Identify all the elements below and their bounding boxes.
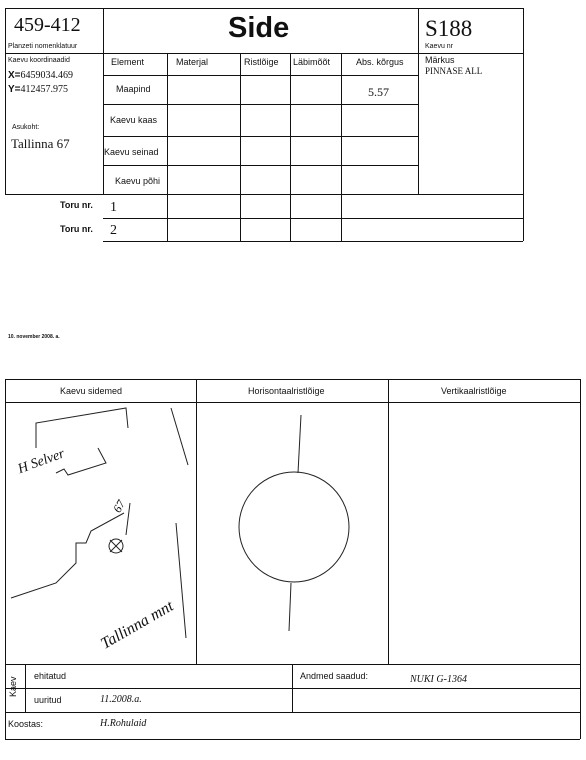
border-line [5, 8, 523, 9]
location-sketch [6, 403, 196, 664]
col-header-element: Element [111, 57, 145, 67]
border-line [240, 53, 241, 241]
remark-value: PINNASE ALL [425, 66, 483, 76]
location-value: Tallinna 67 [11, 136, 70, 151]
surveyed-label: uuritud [34, 695, 62, 705]
row-element-label: Maapind [116, 84, 151, 94]
border-line [103, 104, 418, 105]
col-header-material: Materjal [176, 57, 209, 67]
border-line [103, 136, 418, 137]
row-element-label: Kaevu seinad [104, 147, 159, 157]
col-header-crosssection: Ristlõige [244, 57, 279, 67]
border-line [5, 8, 6, 194]
border-line [418, 8, 419, 194]
coords-label: Kaevu koordinaadid [8, 57, 70, 64]
row-element-label: Kaevu põhi [115, 176, 161, 186]
border-line [103, 241, 523, 242]
well-number-value: S188 [425, 16, 473, 41]
page-title: Side [228, 12, 290, 44]
border-line [25, 664, 26, 712]
data-source-label: Andmed saadud: [300, 671, 369, 681]
border-line [290, 53, 291, 241]
surveyed-value: 11.2008.a. [100, 694, 142, 705]
building-outline [36, 408, 128, 448]
border-line [103, 8, 104, 194]
border-line [580, 379, 581, 739]
border-line [5, 194, 105, 195]
border-line [103, 165, 418, 166]
x-label: X= [8, 70, 21, 81]
border-line [341, 53, 342, 241]
border-line [103, 75, 418, 76]
sketch-house-number: 67 [110, 497, 129, 515]
border-line [523, 8, 524, 241]
section-title-vertical: Vertikaalristlõige [441, 386, 507, 396]
road-edge [171, 408, 188, 465]
border-line [167, 53, 168, 241]
y-label: Y= [8, 84, 21, 95]
sketch-road-label: Tallinna mnt [98, 597, 177, 653]
border-line [5, 53, 523, 54]
border-line [5, 739, 580, 740]
well-number-label: Kaevu nr [425, 43, 454, 50]
nomenclature-label: Planzeti nomenklatuur [8, 43, 78, 50]
col-header-diameter: Läbimõõt [293, 57, 331, 67]
section-title-sidemed: Kaevu sidemed [60, 386, 123, 396]
row-element-label: Kaevu kaas [110, 115, 158, 125]
pipe-label: Toru nr. [60, 200, 93, 210]
road-edge [176, 523, 186, 638]
built-label: ehitatud [34, 671, 67, 681]
x-value: 6459034.469 [20, 70, 74, 81]
sketch-street-label: H Selver [16, 446, 67, 478]
y-value: 412457.975 [20, 84, 69, 95]
nomenclature-value: 459-412 [14, 14, 81, 36]
col-header-abs-height: Abs. kõrgus [356, 57, 404, 67]
well-circle [239, 472, 349, 582]
pipe-line [298, 415, 301, 473]
date-note: 10. november 2008. a. [8, 334, 60, 340]
border-line [103, 194, 523, 195]
pipe-value: 2 [110, 223, 117, 238]
border-line [103, 218, 523, 219]
author-value: H.Rohulaid [100, 718, 147, 729]
author-label: Koostas: [8, 719, 44, 729]
pipe-value: 1 [110, 200, 117, 215]
well-side-label: Kaev [8, 676, 18, 697]
data-source-value: NUKI G-1364 [410, 674, 467, 685]
horizontal-section-drawing [197, 403, 388, 664]
border-line [388, 379, 389, 664]
location-label: Asukoht: [12, 124, 40, 131]
pipe-line [289, 583, 291, 631]
road-edge [11, 513, 124, 598]
border-line [5, 712, 580, 713]
row-abs-value: 5.57 [368, 85, 389, 99]
section-title-horizontal: Horisontaalristlõige [248, 386, 325, 396]
border-line [292, 664, 293, 712]
col-header-remark: Märkus [425, 55, 455, 65]
border-line [5, 379, 580, 380]
pipe-label: Toru nr. [60, 224, 93, 234]
